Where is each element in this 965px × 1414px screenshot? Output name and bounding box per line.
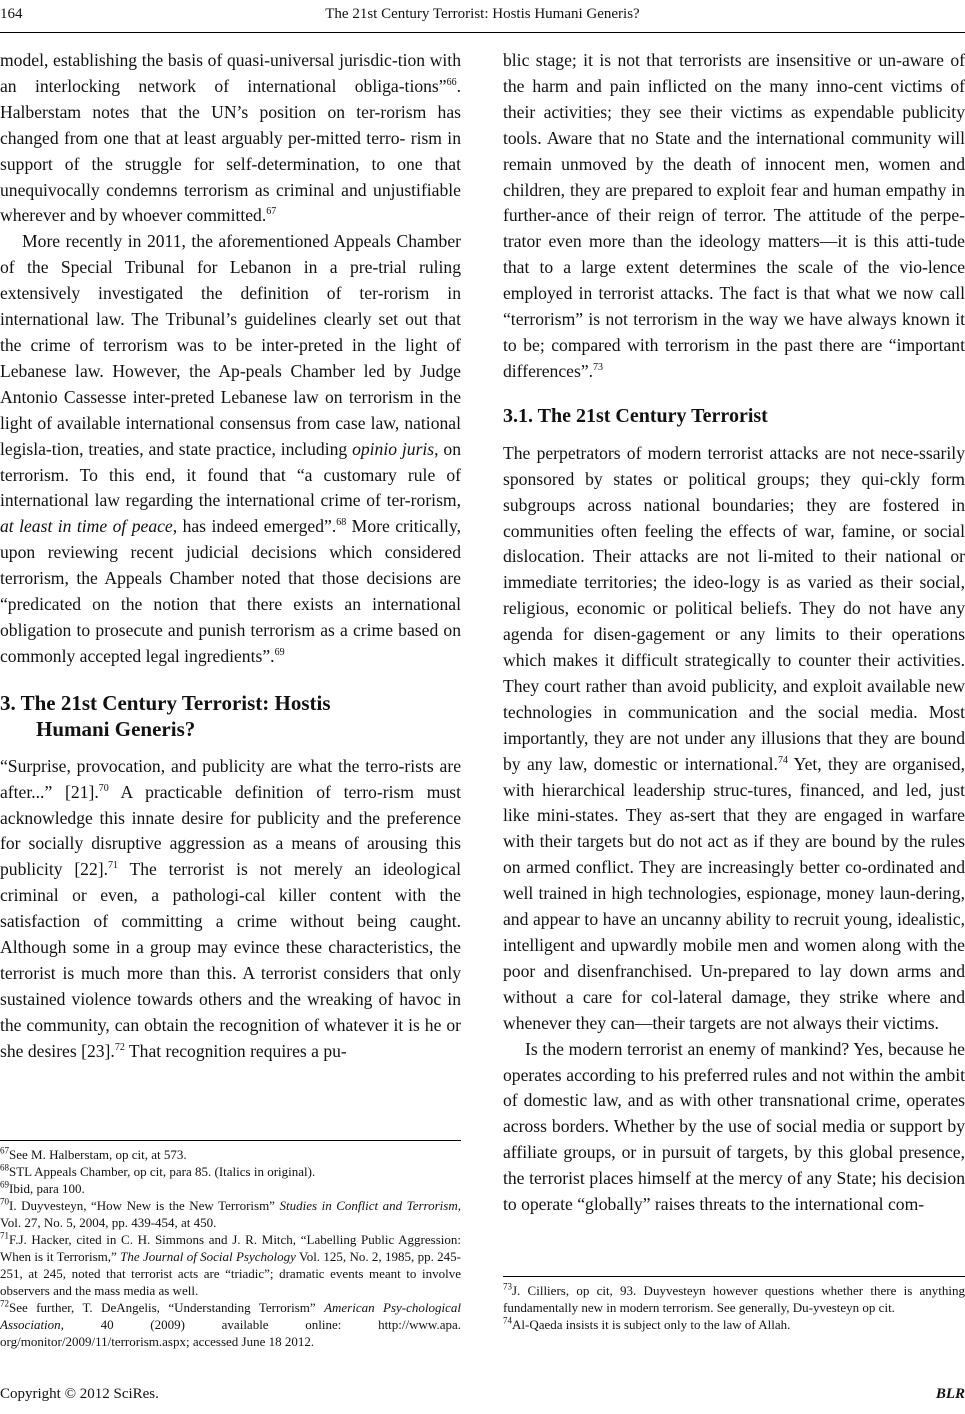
paragraph: More recently in 2011, the aforementioned Appeals Chamber of the Special Tribunal for Lebanon in a pre-trial ruling extensively investigated the definition of ter-rorism in international law. The Tribunal’s guidelines clearly set out that the crime of terrorism was to be inter-preted in the light of Lebanese law. However, the Ap-peals Chamber led by Judge Antonio Cassesse inter-preted Lebanese law on terrorism in the light of available international consensus from case law, national legisla-tion, treaties, and state practice, including opinio juris, on terrorism. To this end, it found that “a customary rule of international law regarding the international crime of ter-rorism, at least in time of peace, has indeed emerged”.$^{68}$ More critically, upon reviewing recent judicial decisions which considered terrorism, the Appeals Chamber noted that those decisions are “predicated on the notion that there exists an international obligation to prosecute and punish terrorism as a crime based on commonly accepted legal ingredients”.$^{69}$: [0, 231, 462, 666]
paragraph: model, establishing the basis of quasi-universal jurisdic-tion with an interlocking network of international obliga-tions”$^{66}$. Halberstam notes that the UN’s position on ter-rorism has changed from one that at least arguably per-mitted terro- rism in support of the struggle for self-determination, to one that unequivocally condemns terrorism as criminal and unjustifiable wherever and by whoever committed.$^{67}$: [0, 50, 461, 226]
paragraph: “Surprise, provocation, and publicity are what the terro-rists are after...” [21].$^{70}$ A practicable definition of terro-rism must acknowledge this innate desire for publicity and the preference for socially disruptive aggression as a means of arousing this publicity [22].$^{71}$ The terrorist is not merely an ideological criminal or even, a pathologi-cal killer content with the satisfaction of committing a crime without being caught. Although some in a group may evince these characteristics, the terrorist is much more than this. A terrorist considers that only sustained violence towards others and the wreaking of havoc in the community, can obtain the recognition of whatever it is he or she desires [23].$^{72}$ That recognition requires a pu-: [0, 755, 461, 1061]
footnote: $^{73}$J. Cilliers, op cit, 93. Duyvesteyn however questions whether there is anything fundamentally new in modern terrorism. See generally, Du-yvesteyn op cit.: [503, 1281, 965, 1315]
footnote-rule: [503, 1276, 965, 1277]
footnote: $^{72}$See further, T. DeAngelis, “Understanding Terrorism” American Psy-chological Association, 40 (2009) available online: http://www.apa. org/monitor/2009/11/terrorism.aspx; accessed June 18 2012.: [0, 1298, 461, 1349]
footnote-ref[interactable]: 66: [446, 77, 457, 89]
journal-abbrev: BLR: [935, 1386, 965, 1402]
footnote: $^{68}$STL Appeals Chamber, op cit, para 85. (Italics in original).: [0, 1162, 316, 1179]
footnote-ref[interactable]: 71: [108, 860, 119, 872]
left-footnotes: [0, 1146, 461, 1350]
page-footer: [0, 1386, 965, 1408]
paragraph: The perpetrators of modern terrorist attacks are not nece-ssarily sponsored by states or political groups; they qui-ckly form subgroups across national boundaries; they are fostered in communities often feeling the effects of war, famine, or social dislocation. Their attacks are not li-mited to their national or immediate territories; the ideo-logy is as varied as their social, religious, economic or political beliefs. They do not have any agenda for disen-gagement or any limits to their operations which makes it difficult strategically to counter their activities. They court rather than avoid publicity, and exploit available new technologies in communication and the social media. Most importantly, they are not under any illusions that they are bound by any law, domestic or international.$^{74}$ Yet, they are organised, with hierarchical leadership struc-tures, financed, and led, just like mini-states. They as-sert that they are engaged in warfare with their targets but do not act as if they are bound by the rules on armed conflict. They are increasingly better co-ordinated and well trained in high technologies, espionage, money laun-dering, and appear to have an uncanny ability to recruit young, idealistic, intelligent and upwardly mobile men and women along with the poor and disenfranchised. Un-prepared to lay down arms and without a care for col-lateral damage, they strike where and whenever they can—their targets are not always their victims.: [503, 442, 965, 1033]
copyright: Copyright © 2012 SciRes.: [0, 1386, 159, 1402]
left-column: [0, 48, 461, 1065]
footnote-ref[interactable]: 74: [777, 754, 788, 766]
paragraph: blic stage; it is not that terrorists are insensitive or un-aware of the harm and pain inflicted on the many inno-cent victims of their activities; they see their victims as expendable publicity tools. Aware that no State and the international community will remain unmoved by the death of innocent men, women and children, they are prepared to exploit fear and human empathy in further-ance of their reign of terror. The attitude of the perpe-trator even more than the ideology matters—it is this atti-tude that to a large extent determines the scale of the vio-lence employed in terrorist attacks. The fact is that what we now call “terrorism” is not terrorism in the way we have always known it to be; compared with terrorism in the past there are “important differences”.$^{73}$: [503, 50, 965, 381]
footnote: $^{70}$I. Duyvesteyn, “How New is the New Terrorism” Studies in Conflict and Terrorism, Vol. 27, No. 5, 2004, pp. 439-454, at 450.: [0, 1196, 461, 1230]
section-heading: 3. The 21st Century Terrorist: Hostis Humani Generis?: [0, 690, 331, 741]
footnote-ref[interactable]: 68: [336, 517, 347, 529]
footnote: $^{69}$Ibid, para 100.: [0, 1179, 85, 1196]
running-title: The 21st Century Terrorist: Hostis Humani Generis?: [325, 6, 640, 22]
footnote: $^{67}$See M. Halberstam, op cit, at 573.: [0, 1145, 187, 1162]
subsection-heading: 3.1. The 21st Century Terrorist: [503, 404, 768, 427]
footnote-ref[interactable]: 69: [274, 646, 285, 658]
running-header: [0, 6, 965, 28]
footnote-ref[interactable]: 67: [266, 206, 277, 218]
footnote-ref[interactable]: 73: [593, 362, 604, 374]
paragraph: Is the modern terrorist an enemy of mankind? Yes, because he operates according to his preferred rules and not within the ambit of domestic law, and as with other transnational crime, operates across borders. Whether by the use of social media or support by affiliate groups, or in pursuit of targets, by this global presence, the terrorist places himself at the mercy of any State; his decision to operate “globally” raises threats to the international com-: [503, 1038, 965, 1215]
header-rule: [0, 32, 965, 33]
right-column: [503, 48, 965, 1218]
page-number: 164: [0, 6, 23, 22]
footnote-ref[interactable]: 70: [98, 782, 109, 794]
footnote: $^{71}$F.J. Hacker, cited in C. H. Simmons and J. R. Mitch, “Labelling Public Aggression: When is it Terrorism,” The Journal of Social Psychology Vol. 125, No. 2, 1985, pp. 245-251, at 245, noted that terrorist acts are “triadic”; dramatic events meant to involve observers and the mass media as well.: [0, 1230, 461, 1298]
right-footnotes: [503, 1282, 965, 1333]
footnote-ref[interactable]: 72: [114, 1041, 125, 1053]
footnote: $^{74}$Al-Qaeda insists it is subject only to the law of Allah.: [503, 1315, 791, 1332]
footnote-rule: [0, 1140, 461, 1141]
